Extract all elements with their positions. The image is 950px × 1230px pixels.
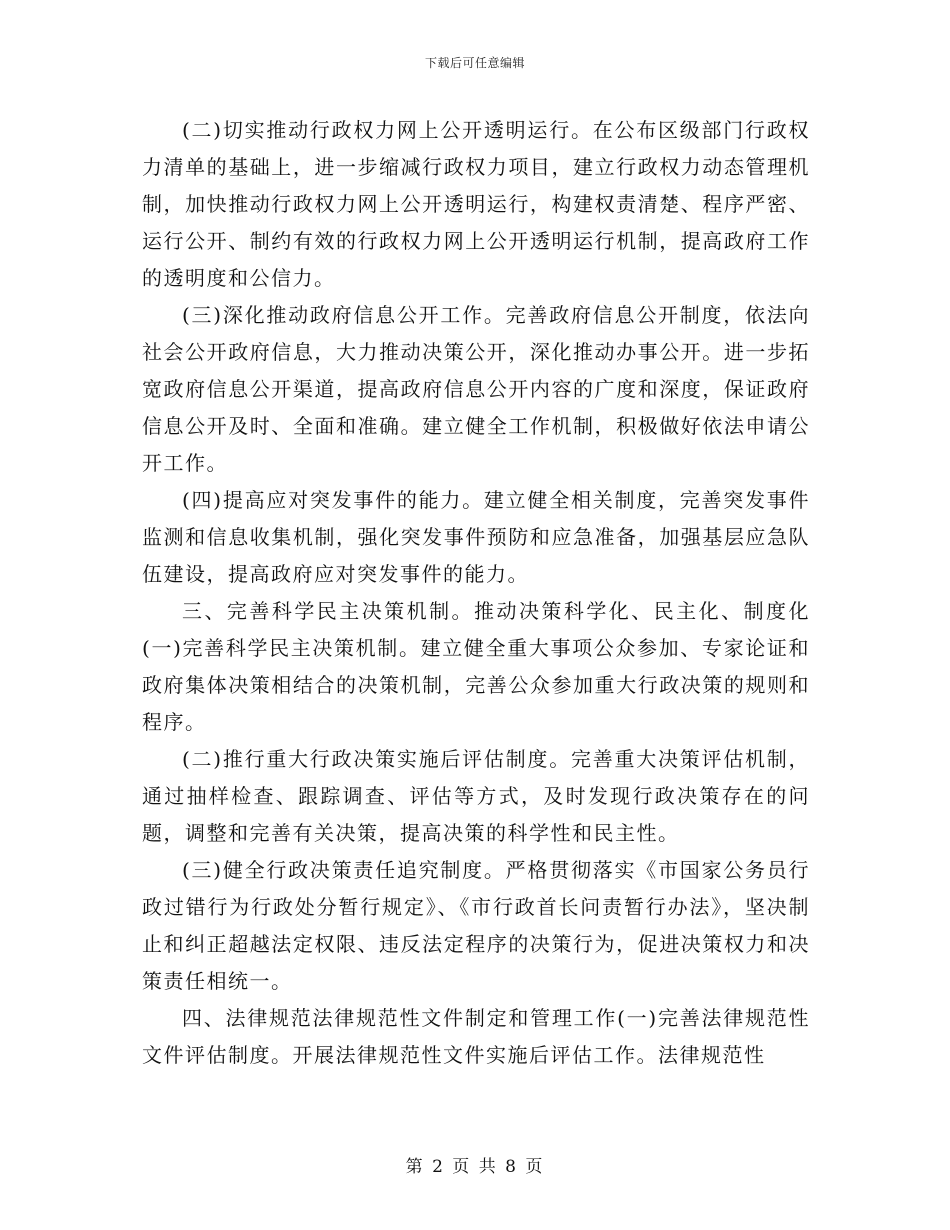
- paragraph-normative-documents: 四、法律规范法律规范性文件制定和管理工作(一)完善法律规范性文件评估制度。开展法律规范性文件实施后评估工作。法律规范性: [142, 1006, 810, 1067]
- paragraph-decision-mechanism: 三、完善科学民主决策机制。推动决策科学化、民主化、制度化(一)完善科学民主决策机制。建立健全重大事项公众参加、专家论证和政府集体决策相结合的决策机制，完善公众参加重大行政决策的规则和程序。: [142, 599, 810, 734]
- paragraph-info-disclosure: (三)深化推动政府信息公开工作。完善政府信息公开制度，依法向社会公开政府信息，大力推动决策公开，深化推动办事公开。进一步拓宽政府信息公开渠道，提高政府信息公开内容的广度和深度，保证政府信息公开及时、全面和准确。建立健全工作机制，积极做好依法申请公开工作。: [142, 303, 810, 475]
- page-number-indicator: 第 2 页 共 8 页: [405, 1157, 545, 1177]
- paragraph-emergency-response: (四)提高应对突发事件的能力。建立健全相关制度，完善突发事件监测和信息收集机制，强化突发事件预防和应急准备，加强基层应急队伍建设，提高政府应对突发事件的能力。: [142, 488, 810, 586]
- paragraph-decision-evaluation: (二)推行重大行政决策实施后评估制度。完善重大决策评估机制，通过抽样检查、跟踪调查、评估等方式，及时发现行政决策存在的问题，调整和完善有关决策，提高决策的科学性和民主性。: [142, 747, 810, 845]
- paragraph-admin-power-transparency: (二)切实推动行政权力网上公开透明运行。在公布区级部门行政权力清单的基础上，进一步缩减行政权力项目，建立行政权力动态管理机制，加快推动行政权力网上公开透明运行，构建权责清楚、程序严密、运行公开、制约有效的行政权力网上公开透明运行机制，提高政府工作的透明度和公信力。: [142, 118, 810, 290]
- document-body: [142, 112, 810, 1074]
- page-header-note: 下载后可任意编辑: [424, 56, 525, 70]
- paragraph-decision-accountability: (三)健全行政决策责任追究制度。严格贯彻落实《市国家公务员行政过错行为行政处分暂行规定》、《市行政首长问责暂行办法》，坚决制止和纠正超越法定权限、违反法定程序的决策行为，促进决策权力和决策责任相统一。: [142, 858, 810, 993]
